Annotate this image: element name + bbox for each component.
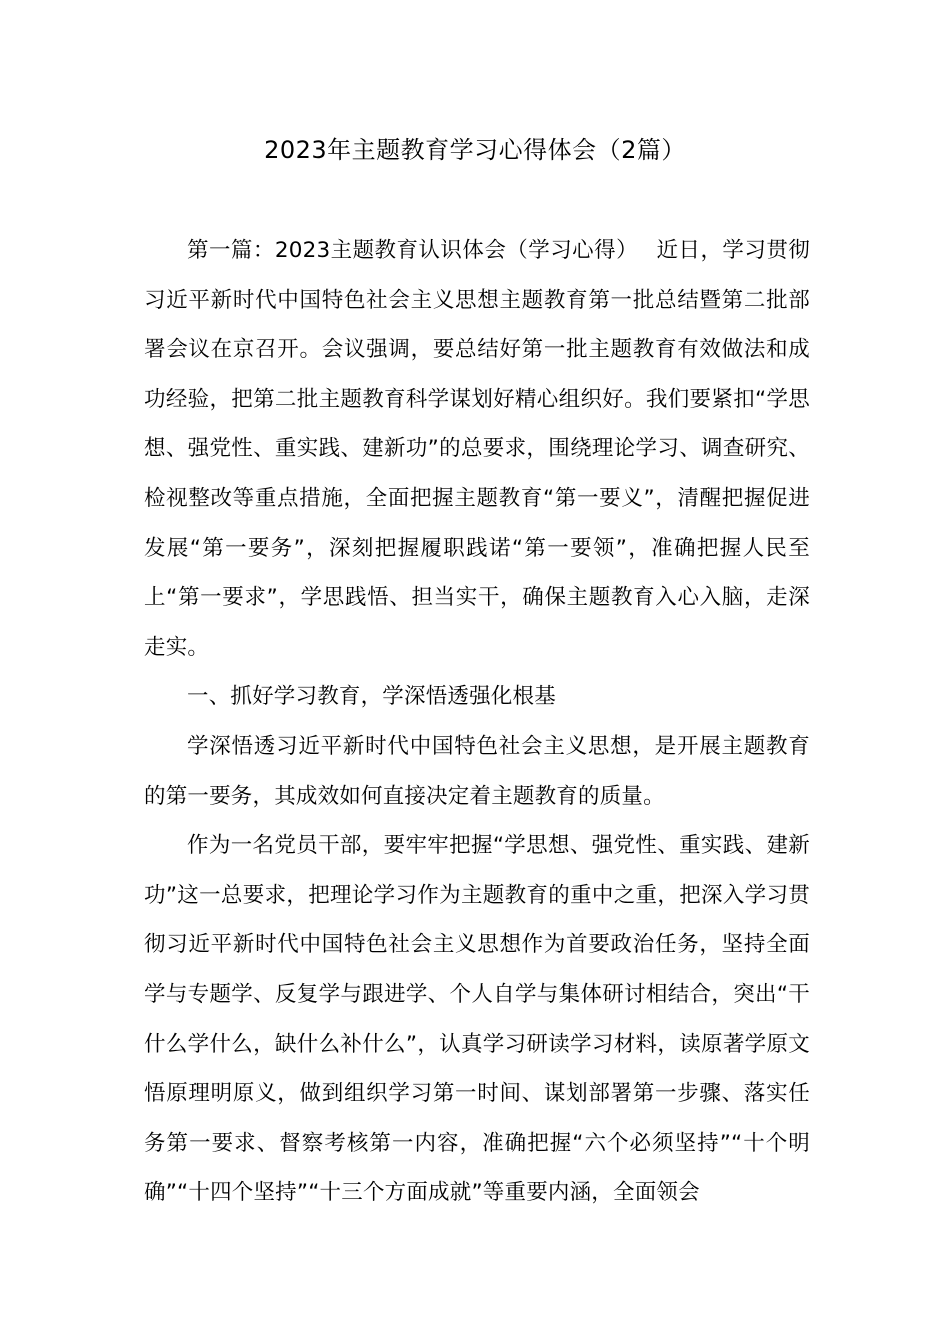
section-heading-1: 一、抓好学习教育，学深悟透强化根基 — [187, 684, 556, 710]
paragraph: 学深悟透习近平新时代中国特色社会主义思想，是开展主题教育的第一要务，其成效如何直接决定着主题教育的质量。 — [144, 733, 810, 809]
document-body — [144, 226, 810, 1218]
paragraph-intro: 第一篇：2023主题教育认识体会（学习心得） 近日，学习贯彻习近平新时代中国特色社会主义思想主题教育第一批总结暨第二批部署会议在京召开。会议强调，要总结好第一批主题教育有效做法和成功经验，把第二批主题教育科学谋划好精心组织好。我们要紧扣“学思想、强党性、重实践、建新功”的总要求，围绕理论学习、调查研究、检视整改等重点措施，全面把握主题教育“第一要义”，清醒把握促进发展“第一要务”，深刻把握履职践诺“第一要领”，准确把握人民至上“第一要求”，学思践悟、担当实干，确保主题教育入心入脑，走深走实。 — [144, 238, 810, 660]
document-title: 2023年主题教育学习心得体会（2篇） — [264, 136, 686, 164]
paragraph: 作为一名党员干部，要牢牢把握“学思想、强党性、重实践、建新功”这一总要求，把理论学习作为主题教育的重中之重，把深入学习贯彻习近平新时代中国特色社会主义思想作为首要政治任务，坚持全面学与专题学、反复学与跟进学、个人自学与集体研讨相结合，突出“干什么学什么，缺什么补什么”，认真学习研读学习材料，读原著学原文悟原理明原义，做到组织学习第一时间、谋划部署第一步骤、落实任务第一要求、督察考核第一内容，准确把握“六个必须坚持”“十个明确”“十四个坚持”“十三个方面成就”等重要内涵，全面领会 — [144, 833, 810, 1206]
